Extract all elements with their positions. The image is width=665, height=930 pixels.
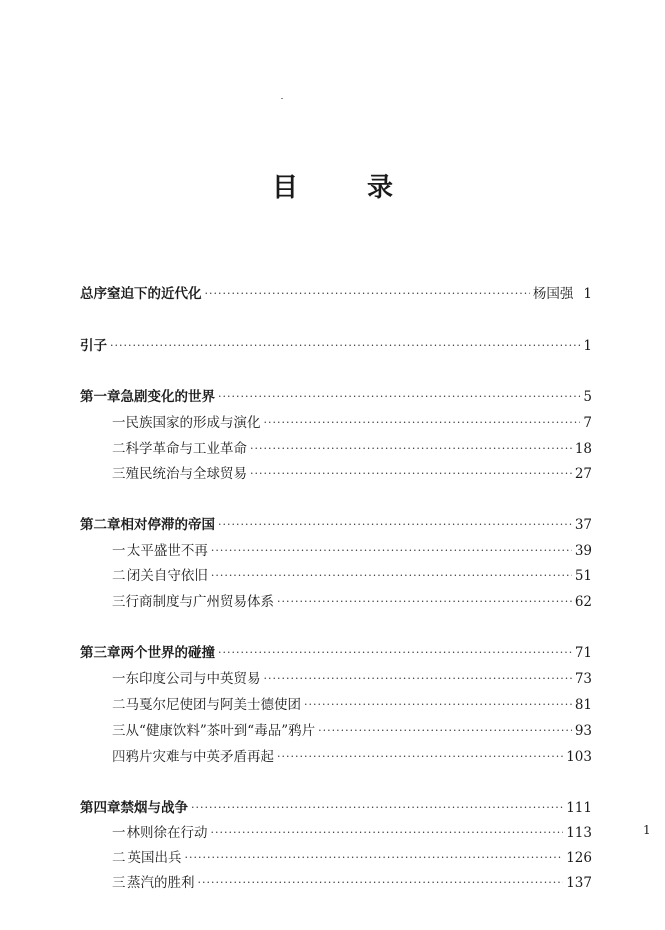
leader-dots <box>191 797 563 819</box>
toc-section[interactable] <box>80 746 592 768</box>
toc-section[interactable] <box>80 565 592 587</box>
leader-dots <box>264 412 581 434</box>
section-title: 科学革命与工业革命 <box>125 441 247 457</box>
section-title: 鸦片灾难与中英矛盾再起 <box>125 749 274 765</box>
leader-dots <box>264 668 572 690</box>
page-title: 目 录 <box>271 173 424 204</box>
section-number: 二 <box>112 568 126 584</box>
section-title: 从“健康饮料”茶叶到“毒品”鸦片 <box>125 723 316 739</box>
entry-page-number: 111 <box>566 800 592 816</box>
section-title: 太平盛世不再 <box>126 543 208 559</box>
section-title: 马戛尔尼使团与阿美士德使团 <box>125 697 301 713</box>
leader-dots <box>250 438 572 460</box>
chapter-title: 两个世界的碰撞 <box>120 645 215 661</box>
scan-speck <box>281 98 283 99</box>
section-number: 一 <box>112 415 126 431</box>
leader-dots <box>218 514 572 536</box>
chapter-title: 急剧变化的世界 <box>120 389 215 405</box>
toc-chapter-4[interactable] <box>80 797 592 819</box>
entry-page-number: 18 <box>574 441 592 457</box>
entry-page-number: 1 <box>583 338 592 354</box>
leader-dots <box>250 463 572 485</box>
toc-section[interactable] <box>80 720 592 742</box>
leader-dots <box>185 847 564 869</box>
entry-label: 窒迫下的近代化 <box>107 286 202 302</box>
leader-dots <box>218 386 580 408</box>
toc-chapter-3[interactable] <box>80 642 592 664</box>
section-number: 二 <box>112 850 126 866</box>
section-number: 三 <box>112 594 126 610</box>
leader-dots <box>211 565 572 587</box>
entry-page-number: 93 <box>574 723 592 739</box>
section-title: 东印度公司与中英贸易 <box>125 671 261 687</box>
leader-dots <box>218 642 572 664</box>
leader-dots <box>304 694 572 716</box>
toc-section[interactable] <box>80 463 592 485</box>
toc-section[interactable] <box>80 412 592 434</box>
entry-author: 杨国强 <box>532 286 574 302</box>
entry-page-number: 51 <box>574 568 592 584</box>
section-number: 一 <box>112 671 126 687</box>
entry-page-number: 39 <box>574 543 592 559</box>
entry-page-number: 73 <box>574 671 592 687</box>
section-number: 一 <box>112 825 126 841</box>
toc-chapter-1[interactable] <box>80 386 592 408</box>
entry-page-number: 7 <box>583 415 592 431</box>
entry-page-number: 113 <box>566 825 592 841</box>
toc-section[interactable] <box>80 591 592 613</box>
chapter-number: 第二章 <box>80 517 121 533</box>
section-title: 蒸汽的胜利 <box>127 875 195 891</box>
section-title: 殖民统治与全球贸易 <box>125 466 247 482</box>
entry-page-number: 5 <box>583 389 592 405</box>
section-title: 行商制度与广州贸易体系 <box>125 594 274 610</box>
toc-chapter-2[interactable] <box>80 514 592 536</box>
leader-dots <box>277 746 563 768</box>
toc-entry-intro[interactable] <box>80 335 592 357</box>
chapter-title: 禁烟与战争 <box>120 800 188 816</box>
toc-section[interactable] <box>80 540 592 562</box>
section-number: 三 <box>112 723 126 739</box>
entry-page-number: 81 <box>574 697 592 713</box>
entry-page-number: 103 <box>566 749 592 765</box>
toc-section[interactable] <box>80 668 592 690</box>
leader-dots <box>318 720 572 742</box>
chapter-number: 第一章 <box>80 389 121 405</box>
section-number: 四 <box>112 749 126 765</box>
section-title: 英国出兵 <box>127 850 182 866</box>
toc-section[interactable] <box>80 822 592 844</box>
section-title: 闭关自守依旧 <box>126 568 208 584</box>
leader-dots <box>211 540 572 562</box>
chapter-number: 第三章 <box>80 645 121 661</box>
entry-page-number: 37 <box>574 517 592 533</box>
section-title: 林则徐在行动 <box>126 825 208 841</box>
section-number: 二 <box>112 697 126 713</box>
toc-section[interactable] <box>80 438 592 460</box>
entry-page-number: 1 <box>583 286 592 302</box>
toc-section[interactable] <box>80 872 592 894</box>
section-title: 民族国家的形成与演化 <box>125 415 261 431</box>
entry-label: 引子 <box>80 338 107 354</box>
entry-page-number: 62 <box>574 594 592 610</box>
toc-section[interactable] <box>80 847 592 869</box>
margin-page-number: 1 <box>643 823 651 837</box>
toc-section[interactable] <box>80 694 592 716</box>
leader-dots <box>277 591 572 613</box>
entry-page-number: 126 <box>566 850 592 866</box>
section-number: 三 <box>112 875 126 891</box>
leader-dots <box>210 822 563 844</box>
chapter-number: 第四章 <box>80 800 121 816</box>
entry-page-number: 71 <box>574 645 592 661</box>
entry-page-number: 137 <box>566 875 592 891</box>
section-number: 一 <box>112 543 126 559</box>
section-number: 二 <box>112 441 126 457</box>
section-number: 三 <box>112 466 126 482</box>
leader-dots <box>110 335 580 357</box>
leader-dots <box>205 283 530 305</box>
toc-entry-preface[interactable] <box>80 283 592 305</box>
entry-prefix: 总序 <box>80 286 107 302</box>
chapter-title: 相对停滞的帝国 <box>120 517 215 533</box>
entry-page-number: 27 <box>574 466 592 482</box>
leader-dots <box>198 872 564 894</box>
